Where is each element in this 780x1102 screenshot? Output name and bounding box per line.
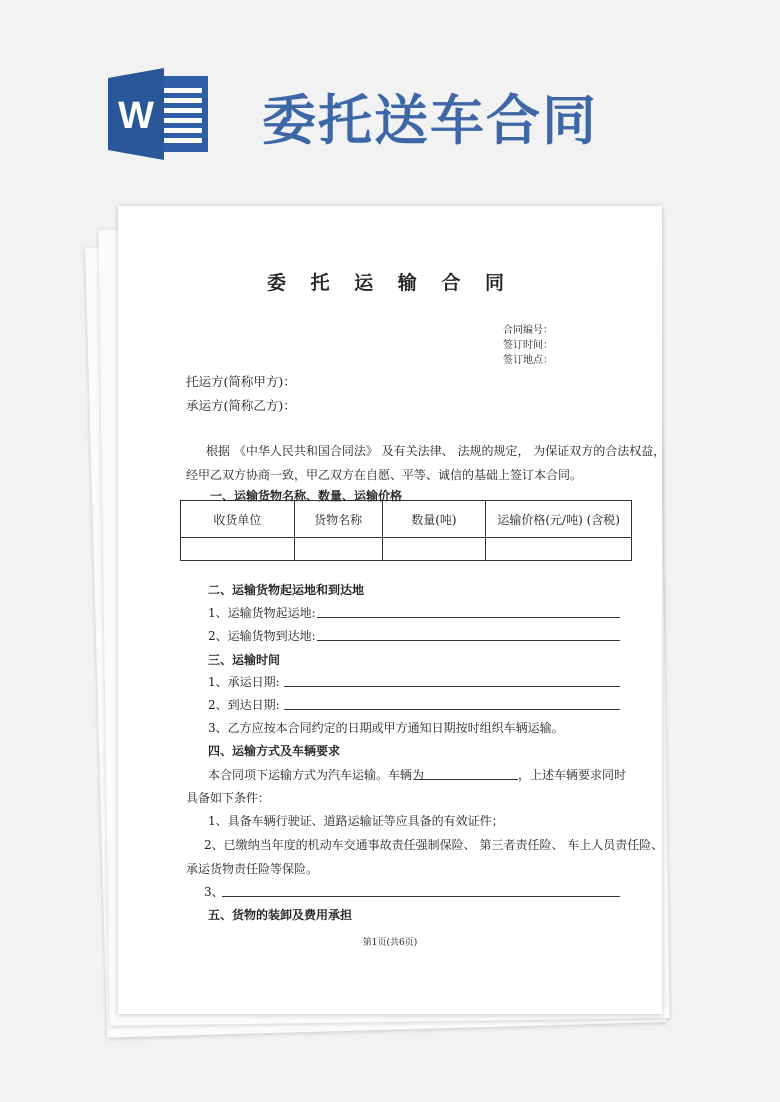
shipping-date-fill-line[interactable] [284,686,620,687]
destination-label: 2、运输货物到达地: [208,629,316,643]
condition-2: 2、已缴纳当年度的机动车交通事故责任强制保险、 第三者责任险、 车上人员责任险、 [204,838,664,852]
preamble-line-2: 经甲乙双方协商一致，甲乙双方在自愿、平等、诚信的基础上签订本合同。 [186,468,583,482]
condition-2-continued: 承运货物责任险等保险。 [186,862,319,876]
arrival-date-fill-line[interactable] [284,709,620,710]
section-2-heading: 二、运输货物起运地和到达地 [208,583,365,597]
arrival-date-label: 2、到达日期: [208,698,280,712]
transport-mode-text: 本合同项下运输方式为汽车运输。车辆为 [208,768,425,782]
origin-fill-line[interactable] [317,617,620,618]
table-header-row [181,501,632,538]
contract-meta [503,323,553,368]
signing-time-label: 签订时间： [503,340,553,351]
condition-3-fill-line[interactable] [222,896,620,897]
condition-3-label: 3、 [204,885,224,899]
vehicle-fill-line[interactable] [414,779,518,780]
party-a-label: 托运方(简称甲方)： [186,374,296,389]
column-header-quantity: 数量(吨) [382,501,486,538]
section-1-heading: 一、运输货物名称、数量、运输价格 [210,489,403,503]
table-cell[interactable] [181,538,295,561]
origin-label: 1、运输货物起运地: [208,606,316,620]
table-cell[interactable] [294,538,382,561]
transport-mode-text-end: ，上述车辆要求同时 [518,768,627,782]
table-row [181,538,632,561]
conditions-intro: 具备如下条件： [186,791,271,805]
word-icon-letter: W [118,95,154,137]
column-header-goods-name: 货物名称 [294,501,382,538]
section-5-heading: 五、货物的装卸及费用承担 [208,908,353,922]
contract-number-label: 合同编号： [503,325,553,336]
banner-title: 委托送车合同 [262,89,598,152]
word-icon [108,68,208,160]
destination-fill-line[interactable] [317,640,620,641]
party-b-label: 承运方(简称乙方)： [186,398,296,413]
column-header-consignee: 收货单位 [181,501,295,538]
schedule-clause: 3、乙方应按本合同约定的日期或甲方通知日期按时组织车辆运输。 [208,721,564,735]
table-cell[interactable] [486,538,632,561]
signing-place-label: 签订地点： [503,355,553,366]
preamble-line-1: 根据 《中华人民共和国合同法》 及有关法律、 法规的规定， 为保证双方的合法权益， [206,444,666,458]
column-header-price: 运输价格(元/吨) (含税) [486,501,632,538]
cargo-table [180,500,632,561]
section-4-heading: 四、运输方式及车辆要求 [208,744,341,758]
shipping-date-label: 1、承运日期: [208,675,280,689]
section-3-heading: 三、运输时间 [208,653,281,667]
page-footer: 第1页(共6页) [362,938,418,948]
table-cell[interactable] [382,538,486,561]
document-page [118,206,666,1014]
document-title: 委 托 运 输 合 同 [266,272,514,294]
condition-1: 1、具备车辆行驶证、道路运输证等应具备的有效证件； [208,814,504,828]
